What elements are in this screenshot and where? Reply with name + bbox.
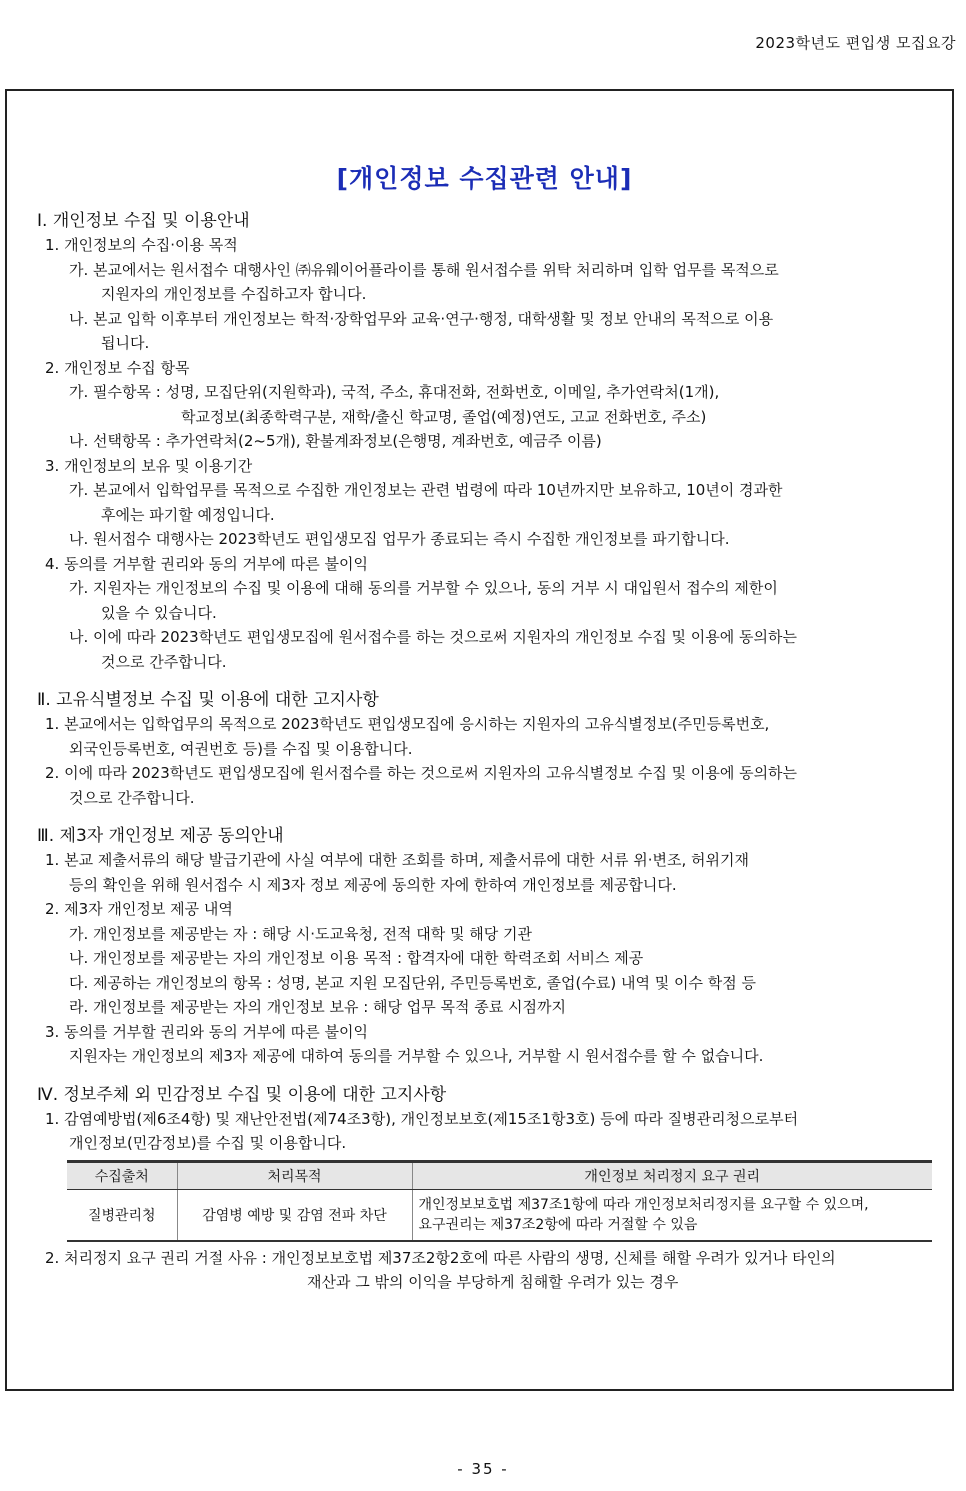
section-title: Ⅲ. 제3자 개인정보 제공 동의안내 xyxy=(37,826,284,846)
document-frame xyxy=(5,89,954,1391)
paragraph: 개인정보(민감정보)를 수집 및 이용합니다. xyxy=(69,1134,347,1152)
section-title: Ⅱ. 고유식별정보 수집 및 이용에 대한 고지사항 xyxy=(37,690,379,710)
table-header-cell: 수집출처 xyxy=(67,1161,177,1189)
paragraph: 2. 처리정지 요구 권리 거절 사유 : 개인정보보호법 제37조2항2호에 따른 사람의 생명, 신체를 해할 우려가 있거나 타인의 xyxy=(45,1248,836,1267)
paragraph: 것으로 간주합니다. xyxy=(101,652,227,671)
document-title: [개인정보 수집관련 안내] xyxy=(336,164,633,193)
paragraph: 1. 본교 제출서류의 해당 발급기관에 사실 여부에 대한 조회를 하며, 제출서류에 대한 서류 위·변조, 허위기재 xyxy=(45,851,749,869)
paragraph: 가. 본교에서는 원서접수 대행사인 ㈜유웨이어플라이를 통해 원서접수를 위탁 처리하며 입학 업무를 목적으로 xyxy=(69,260,779,279)
table-row xyxy=(67,1189,932,1241)
paragraph: 2. 이에 따라 2023학년도 편입생모집에 원서접수를 하는 것으로써 지원자의 고유식별정보 수집 및 이용에 동의하는 xyxy=(45,764,798,782)
paragraph: 가. 지원자는 개인정보의 수집 및 이용에 대해 동의를 거부할 수 있으나, 동의 거부 시 대입원서 접수의 제한이 xyxy=(69,579,778,597)
paragraph: 1. 본교에서는 입학업무의 목적으로 2023학년도 편입생모집에 응시하는 지원자의 고유식별정보(주민등록번호, xyxy=(45,715,770,733)
paragraph: 나. 본교 입학 이후부터 개인정보는 학적·장학업무와 교육·연구·행정, 대학생활 및 정보 안내의 목적으로 이용 xyxy=(69,309,774,328)
table-cell xyxy=(412,1189,932,1241)
paragraph: 2. 개인정보 수집 항목 xyxy=(45,358,190,377)
section-4 xyxy=(37,1083,932,1295)
paragraph: 3. 동의를 거부할 권리와 동의 거부에 따른 불이익 xyxy=(45,1022,368,1041)
paragraph: 나. 개인정보를 제공받는 자의 개인정보 이용 목적 : 합격자에 대한 학력조회 서비스 제공 xyxy=(69,949,644,967)
paragraph: 1. 감염예방법(제6조4항) 및 재난안전법(제74조3항), 개인정보보호(제15조1항3호) 등에 따라 질병관리청으로부터 xyxy=(45,1109,799,1128)
paragraph: 2. 제3자 개인정보 제공 내역 xyxy=(45,900,233,918)
paragraph: 라. 개인정보를 제공받는 자의 개인정보 보유 : 해당 업무 목적 종료 시점까지 xyxy=(69,998,566,1016)
paragraph: 나. 원서접수 대행사는 2023학년도 편입생모집 업무가 종료되는 즉시 수집한 개인정보를 파기합니다. xyxy=(69,530,730,548)
paragraph: 3. 개인정보의 보유 및 이용기간 xyxy=(45,456,253,475)
paragraph: 학교정보(최종학력구분, 재학/출신 학교명, 졸업(예정)연도, 고교 전화번호, 주소) xyxy=(181,407,707,426)
table-cell: 질병관리청 xyxy=(67,1189,177,1241)
paragraph: 가. 개인정보를 제공받는 자 : 해당 시·도교육청, 전적 대학 및 해당 기관 xyxy=(69,924,533,943)
paragraph: 나. 선택항목 : 추가연락처(2~5개), 환불계좌정보(은행명, 계좌번호, 예금주 이름) xyxy=(69,432,602,450)
header-title: 2023학년도 편입생 모집요강 xyxy=(755,34,956,52)
paragraph: 지원자는 개인정보의 제3자 제공에 대하여 동의를 거부할 수 있으나, 거부할 시 원서접수를 할 수 없습니다. xyxy=(69,1047,764,1065)
paragraph: 지원자의 개인정보를 수집하고자 합니다. xyxy=(101,285,367,303)
section-2 xyxy=(37,688,932,810)
paragraph: 것으로 간주합니다. xyxy=(69,788,195,807)
section-3 xyxy=(37,824,932,1069)
sensitive-info-table xyxy=(67,1160,932,1242)
page-number: - 35 - xyxy=(457,1460,509,1478)
paragraph: 가. 필수항목 : 성명, 모집단위(지원학과), 국적, 주소, 휴대전화, 전화번호, 이메일, 추가연락처(1개), xyxy=(69,383,720,401)
document-content xyxy=(37,91,932,1295)
paragraph: 있을 수 있습니다. xyxy=(101,603,217,622)
table-header-cell: 개인정보 처리정지 요구 권리 xyxy=(412,1161,932,1189)
table-cell: 감염병 예방 및 감염 전파 차단 xyxy=(177,1189,412,1241)
paragraph: 재산과 그 밖의 이익을 부당하게 침해할 우려가 있는 경우 xyxy=(307,1273,679,1291)
paragraph: 후에는 파기할 예정입니다. xyxy=(101,505,275,524)
section-title: Ⅳ. 정보주체 외 민감정보 수집 및 이용에 대한 고지사항 xyxy=(37,1084,447,1105)
section-1 xyxy=(37,209,932,674)
table-cell-line: 요구권리는 제37조2항에 따라 거절할 수 있음 xyxy=(418,1216,698,1233)
section-title: Ⅰ. 개인정보 수집 및 이용안내 xyxy=(37,211,250,231)
paragraph: 1. 개인정보의 수집·이용 목적 xyxy=(45,236,238,254)
paragraph: 외국인등록번호, 여권번호 등)를 수집 및 이용합니다. xyxy=(69,739,413,758)
paragraph: 다. 제공하는 개인정보의 항목 : 성명, 본교 지원 모집단위, 주민등록번호, 졸업(수료) 내역 및 이수 학점 등 xyxy=(69,973,756,992)
paragraph: 4. 동의를 거부할 권리와 동의 거부에 따른 불이익 xyxy=(45,554,368,573)
paragraph: 나. 이에 따라 2023학년도 편입생모집에 원서접수를 하는 것으로써 지원자의 개인정보 수집 및 이용에 동의하는 xyxy=(69,628,798,646)
paragraph: 가. 본교에서 입학업무를 목적으로 수집한 개인정보는 관련 법령에 따라 10년까지만 보유하고, 10년이 경과한 xyxy=(69,481,783,499)
table-header-cell: 처리목적 xyxy=(177,1161,412,1189)
table-cell-line: 개인정보보호법 제37조1항에 따라 개인정보처리정지를 요구할 수 있으며, xyxy=(418,1196,869,1213)
paragraph: 등의 확인을 위해 원서접수 시 제3자 정보 제공에 동의한 자에 한하여 개인정보를 제공합니다. xyxy=(69,875,677,894)
paragraph: 됩니다. xyxy=(101,334,150,352)
table-header-row xyxy=(67,1161,932,1189)
